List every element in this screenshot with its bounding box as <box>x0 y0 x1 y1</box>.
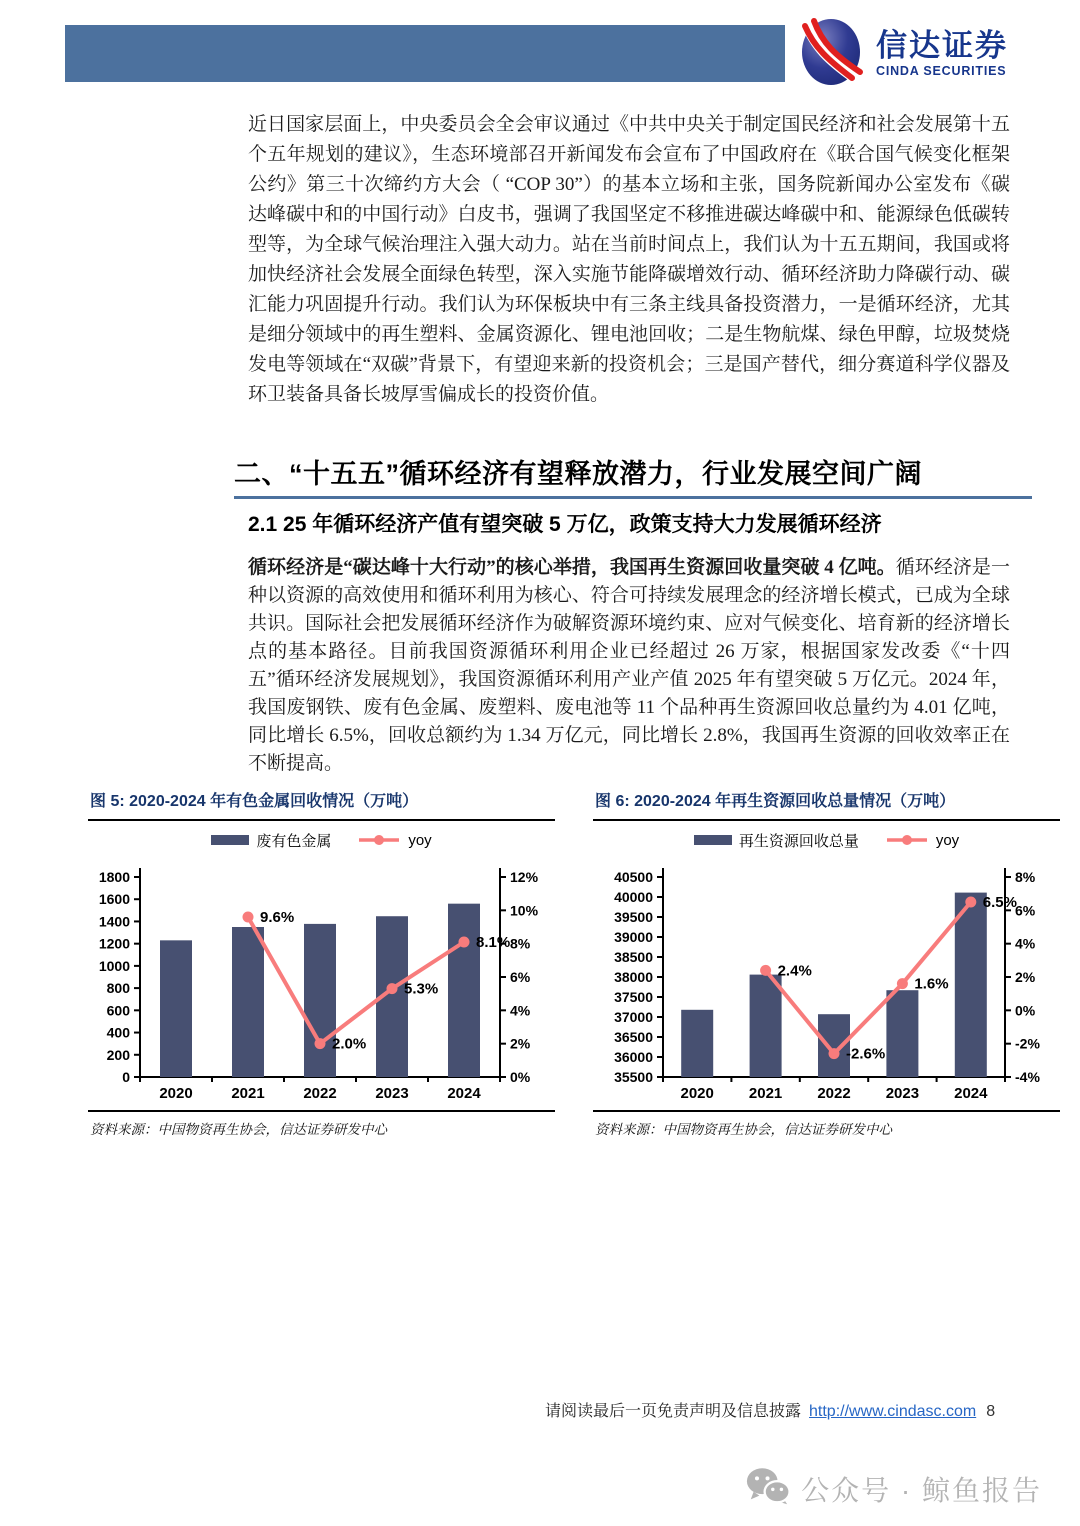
svg-text:39000: 39000 <box>614 929 653 945</box>
cinda-logo-icon <box>796 15 866 94</box>
svg-text:1.6%: 1.6% <box>914 975 949 993</box>
wechat-icon <box>745 1466 791 1511</box>
legend-item <box>885 832 959 849</box>
svg-text:8%: 8% <box>510 935 531 952</box>
svg-text:2021: 2021 <box>748 1085 783 1102</box>
svg-text:0: 0 <box>122 1069 130 1085</box>
figure-6-source: 资料来源：中国物资再生协会，信达证券研发中心 <box>593 1110 1060 1138</box>
legend-label: 废有色金属 <box>256 832 332 850</box>
svg-text:800: 800 <box>106 980 130 997</box>
footer-link[interactable]: http://www.cindasc.com <box>809 1403 977 1420</box>
svg-text:35500: 35500 <box>614 1069 653 1085</box>
legend-line-swatch <box>885 834 929 846</box>
svg-text:2020: 2020 <box>159 1085 193 1102</box>
footer <box>545 1398 995 1421</box>
page-number: 8 <box>986 1403 996 1420</box>
wechat-watermark <box>745 1466 1042 1511</box>
svg-text:-2%: -2% <box>1015 1035 1040 1052</box>
svg-text:12%: 12% <box>510 869 539 885</box>
svg-text:37500: 37500 <box>614 989 653 1005</box>
figure-5-chart <box>88 857 555 1102</box>
section-heading: 二、“十五五”循环经济有望释放潜力，行业发展空间广阔 <box>234 459 922 489</box>
svg-text:10%: 10% <box>510 902 539 919</box>
legend-bar-swatch <box>694 835 732 845</box>
svg-text:2024: 2024 <box>954 1085 988 1102</box>
svg-text:2%: 2% <box>510 1035 531 1052</box>
svg-text:8.1%: 8.1% <box>476 934 511 951</box>
header-bar <box>65 25 785 82</box>
svg-text:1800: 1800 <box>98 869 130 885</box>
section-heading-underline <box>234 496 1032 499</box>
svg-text:2020: 2020 <box>680 1085 714 1102</box>
svg-text:39500: 39500 <box>614 909 653 925</box>
svg-text:0%: 0% <box>1015 1002 1036 1019</box>
figure-6-chart <box>593 857 1060 1102</box>
svg-text:1400: 1400 <box>98 913 130 930</box>
legend-line-swatch <box>357 834 401 846</box>
watermark-text: 公众号 · 鲸鱼报告 <box>801 1474 1042 1506</box>
svg-text:36500: 36500 <box>614 1029 653 1045</box>
legend-item <box>357 832 431 849</box>
svg-text:5.3%: 5.3% <box>404 980 439 998</box>
paragraph-intro: 近日国家层面上，中央委员会全会审议通过《中共中央关于制定国民经济和社会发展第十五个五年规划的建议》，生态环境部召开新闻发布会宣布了中国政府在《联合国气候变化框架公约》第三十次缔约方大会（ “COP 30”）的基本立场和主张，国务院新闻办公室发布《碳达峰碳中和的中国行动》白皮书，强调了我国坚定不移推进碳达峰碳中和、能源绿色低碳转型等，为全球气候治理注入强大动力。站在当前时间点上，我们认为十五五期间，我国或将加快经济社会发展全面绿色转型，深入实施节能降碳增效行动、循环经济助力降碳行动、碳汇能力巩固提升行动。我们认为环保板块中有三条主线具备投资潜力，一是循环经济，尤其是细分领域中的再生塑料、金属资源化、锂电池回收；二是生物航煤、绿色甲醇，垃圾焚烧发电等领域在“双碳”背景下，有望迎来新的投资机会；三是国产替代，细分赛道科学仪器及环卫装备具备长坡厚雪偏成长的投资价值。 <box>248 114 1010 405</box>
svg-text:6%: 6% <box>1015 902 1036 919</box>
svg-text:1200: 1200 <box>98 935 130 952</box>
svg-text:2022: 2022 <box>817 1085 851 1102</box>
svg-text:8%: 8% <box>1015 869 1036 885</box>
legend-bar-swatch <box>211 835 249 845</box>
svg-text:-4%: -4% <box>1015 1069 1040 1085</box>
svg-text:600: 600 <box>106 1002 130 1019</box>
figure-5-legend <box>88 825 555 855</box>
svg-text:2.4%: 2.4% <box>777 962 812 980</box>
svg-text:2.0%: 2.0% <box>332 1035 367 1053</box>
figure-6 <box>593 788 1060 1138</box>
svg-text:200: 200 <box>106 1046 130 1063</box>
svg-text:0%: 0% <box>510 1069 531 1085</box>
svg-text:6%: 6% <box>510 969 531 985</box>
figure-5-title: 图 5: 2020-2024 年有色金属回收情况（万吨） <box>88 788 555 821</box>
subsection-heading: 2.1 25 年循环经济产值有望突破 5 万亿，政策支持大力发展循环经济 <box>248 513 882 536</box>
svg-text:2024: 2024 <box>447 1085 481 1102</box>
svg-text:6.5%: 6.5% <box>982 894 1018 911</box>
svg-text:38500: 38500 <box>614 949 653 965</box>
svg-text:2%: 2% <box>1015 969 1036 985</box>
svg-text:4%: 4% <box>1015 935 1036 952</box>
paragraph-overview-lead: 循环经济是“碳达峰十大行动”的核心举措，我国再生资源回收量突破 4 亿吨。 <box>248 557 896 578</box>
legend-label: yoy <box>408 831 432 849</box>
figure-5-source: 资料来源：中国物资再生协会，信达证券研发中心 <box>88 1110 555 1138</box>
svg-text:-2.6%: -2.6% <box>846 1045 886 1063</box>
svg-text:9.6%: 9.6% <box>260 909 295 926</box>
cinda-logo <box>796 16 1052 92</box>
svg-text:2023: 2023 <box>375 1085 409 1102</box>
paragraph-overview-rest: 循环经济是一种以资源的高效使用和循环利用为核心、符合可持续发展理念的经济增长模式，已成为全球共识。国际社会把发展循环经济作为破解资源环境约束、应对气候变化、培育新的经济增长点的基本路径。目前我国资源循环利用企业已经超过 26 万家，根据国家发改委《“十四五”循环经济发展规划》，我国资源循环利用产业产值 2025 年有望突破 5 万亿元。2024 年，我国废钢铁、废有色金属、废塑料、废电池等 11 个品种再生资源回收总量约为 4.01 亿吨，同比增长 6.5%，回收总额约为 1.34 万亿元，同比增长 2.8%，我国再生资源的回收效率正在不断提高。 <box>248 557 1010 774</box>
svg-text:1600: 1600 <box>98 891 130 908</box>
svg-text:40500: 40500 <box>614 869 653 885</box>
svg-text:2023: 2023 <box>885 1085 920 1102</box>
legend-label: yoy <box>935 831 960 849</box>
figure-6-title: 图 6: 2020-2024 年再生资源回收总量情况（万吨） <box>593 788 1060 821</box>
legend-item <box>694 830 859 851</box>
svg-text:36000: 36000 <box>614 1049 653 1065</box>
svg-text:37000: 37000 <box>614 1009 653 1025</box>
footer-disclaimer: 请阅读最后一页免责声明及信息披露 <box>545 1403 802 1420</box>
legend-label: 再生资源回收总量 <box>738 832 859 850</box>
svg-text:38000: 38000 <box>614 969 653 985</box>
figure-5 <box>88 788 555 1138</box>
svg-text:40000: 40000 <box>614 889 653 905</box>
svg-text:1000: 1000 <box>98 957 130 974</box>
svg-text:400: 400 <box>106 1024 130 1041</box>
logo-text-en: CINDA SECURITIES <box>876 64 1007 79</box>
figure-6-legend <box>593 825 1060 855</box>
legend-item <box>211 830 331 851</box>
svg-text:2021: 2021 <box>231 1085 265 1102</box>
svg-text:2022: 2022 <box>303 1085 337 1102</box>
paragraph-overview <box>248 554 1010 778</box>
svg-text:4%: 4% <box>510 1002 531 1019</box>
logo-text-cn: 信达证券 <box>876 28 1008 64</box>
